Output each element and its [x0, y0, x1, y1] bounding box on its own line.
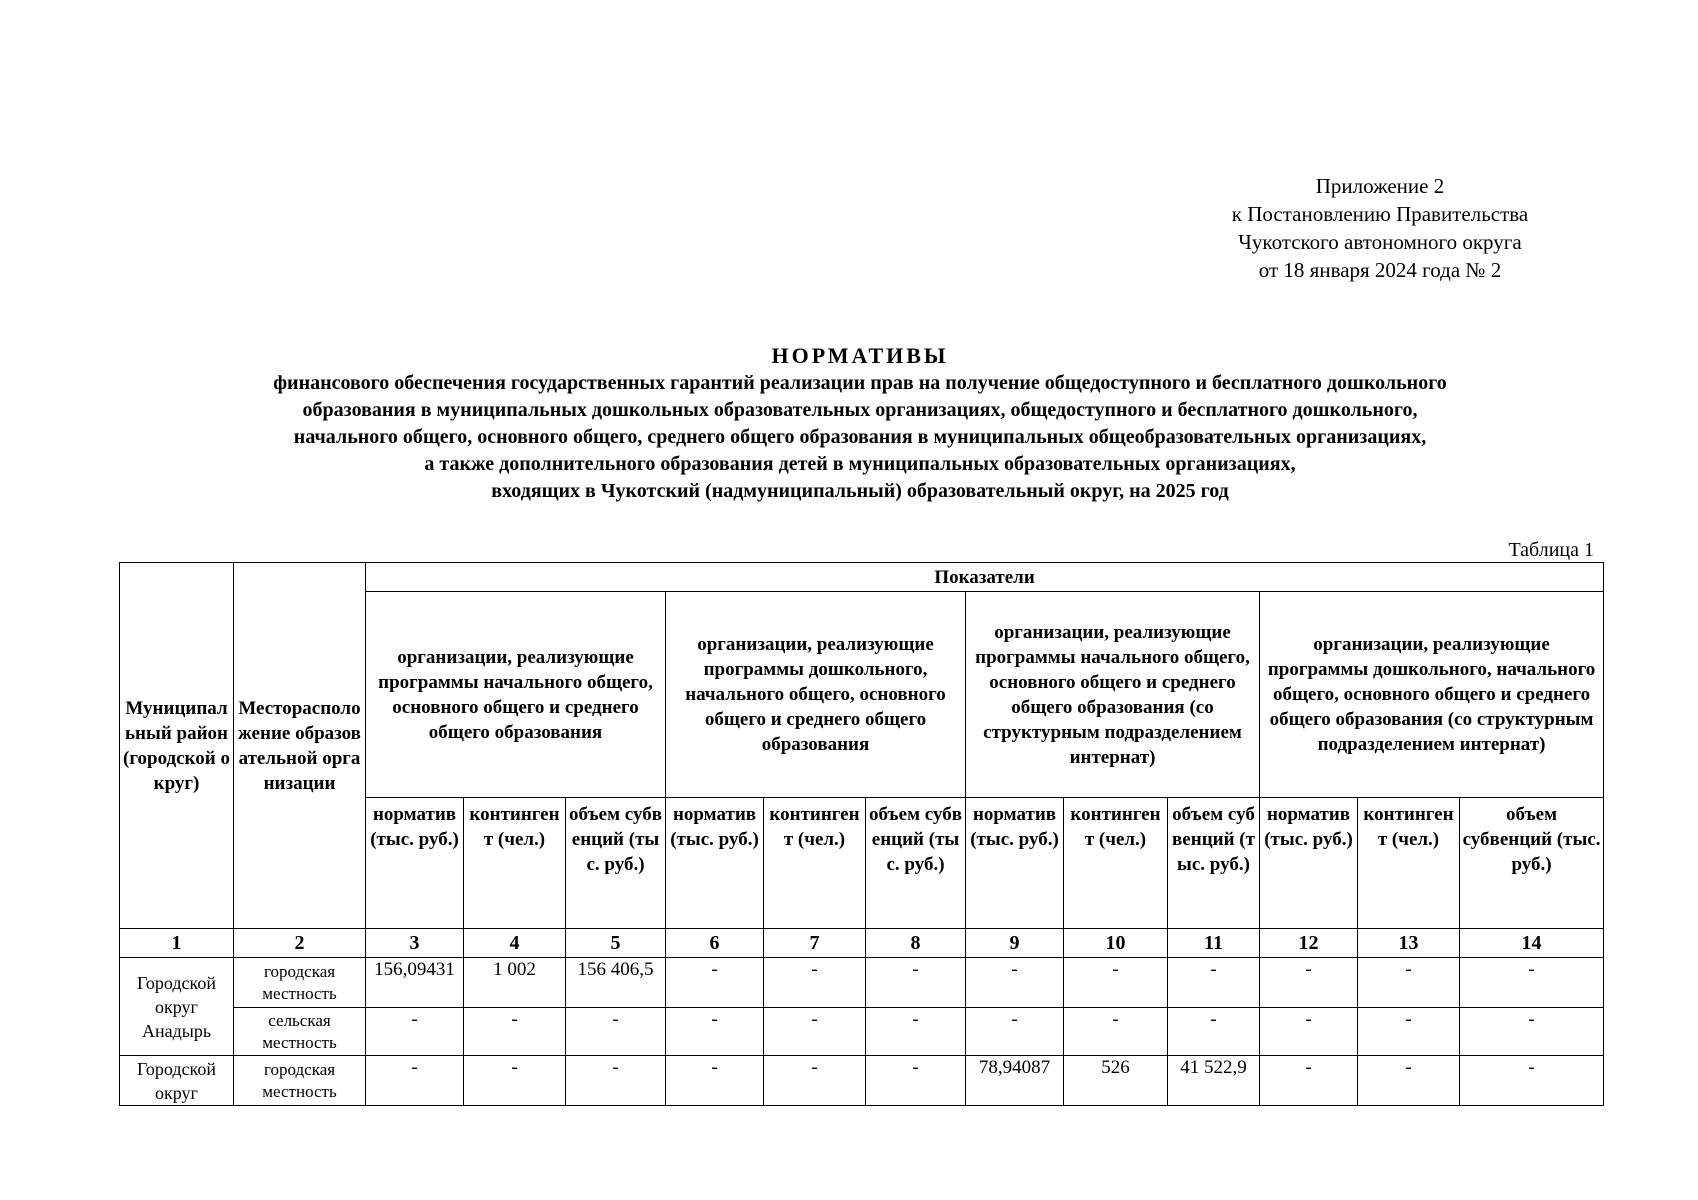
value-cell: - — [464, 1056, 566, 1106]
title-line-3: начального общего, основного общего, среднего общего образования в муниципальных общеобразовательных организациях, — [293, 426, 1427, 448]
value-cell: - — [1460, 1056, 1604, 1106]
norms-table — [119, 562, 1604, 1106]
value-cell: - — [1260, 1008, 1358, 1056]
appendix-line-2: к Постановлению Правительства — [1231, 202, 1529, 226]
appendix-line-3: Чукотского автономного округа — [1238, 230, 1522, 254]
value-cell: 41 522,9 — [1168, 1056, 1260, 1106]
municipality-cell: Городской округ Анадырь — [120, 958, 234, 1056]
value-cell: - — [1168, 1008, 1260, 1056]
value-cell: 78,94087 — [966, 1056, 1064, 1106]
document-title — [120, 342, 1600, 505]
value-cell: 156 406,5 — [566, 958, 666, 1008]
header-count-1: контингент (чел.) — [464, 798, 566, 929]
column-number: 1 — [120, 929, 234, 958]
header-norm-3: норматив (тыс. руб.) — [966, 798, 1064, 929]
column-number: 3 — [366, 929, 464, 958]
appendix-block — [1170, 172, 1590, 284]
header-group-1: организации, реализующие программы начального общего, основного общего и среднего общего образования — [366, 592, 666, 798]
column-number: 8 — [866, 929, 966, 958]
value-cell: - — [764, 958, 866, 1008]
value-cell: - — [1358, 958, 1460, 1008]
value-cell: - — [666, 958, 764, 1008]
title-line-4: а также дополнительного образования детей в муниципальных образовательных организациях, — [424, 453, 1296, 475]
appendix-line-4: от 18 января 2024 года № 2 — [1258, 258, 1502, 282]
value-cell: 526 — [1064, 1056, 1168, 1106]
column-number: 13 — [1358, 929, 1460, 958]
value-cell: - — [366, 1008, 464, 1056]
table-row — [120, 958, 1604, 1008]
value-cell: - — [666, 1008, 764, 1056]
header-count-3: контингент (чел.) — [1064, 798, 1168, 929]
title-main: НОРМАТИВЫ — [771, 343, 949, 368]
value-cell: - — [566, 1056, 666, 1106]
value-cell: - — [1460, 958, 1604, 1008]
value-cell: - — [1168, 958, 1260, 1008]
value-cell: - — [764, 1008, 866, 1056]
header-count-2: контингент (чел.) — [764, 798, 866, 929]
location-cell: сельская местность — [234, 1008, 366, 1056]
municipality-cell: Городской округ — [120, 1056, 234, 1106]
header-volume-1: объем субвенций (тыс. руб.) — [566, 798, 666, 929]
column-number: 6 — [666, 929, 764, 958]
header-location: Месторасположение образовательной организации — [234, 563, 366, 929]
value-cell: - — [1260, 958, 1358, 1008]
column-number: 9 — [966, 929, 1064, 958]
title-subtitle — [120, 370, 1600, 505]
value-cell: - — [866, 958, 966, 1008]
value-cell: 1 002 — [464, 958, 566, 1008]
appendix-line-1: Приложение 2 — [1315, 174, 1445, 198]
column-number: 12 — [1260, 929, 1358, 958]
location-cell: городская местность — [234, 958, 366, 1008]
value-cell: - — [366, 1056, 464, 1106]
title-line-5: входящих в Чукотский (надмуниципальный) образовательный округ, на 2025 год — [491, 480, 1229, 502]
value-cell: - — [464, 1008, 566, 1056]
header-norm-2: норматив (тыс. руб.) — [666, 798, 764, 929]
value-cell: - — [1460, 1008, 1604, 1056]
column-number: 14 — [1460, 929, 1604, 958]
header-row-indicators — [120, 563, 1604, 592]
location-cell: городская местность — [234, 1056, 366, 1106]
value-cell: - — [1260, 1056, 1358, 1106]
column-number: 11 — [1168, 929, 1260, 958]
header-group-3: организации, реализующие программы начального общего, основного общего и среднего общего образования (со структурным подразделением интернат) — [966, 592, 1260, 798]
title-line-2: образования в муниципальных дошкольных образовательных организациях, общедоступного и бесплатного дошкольного, — [302, 399, 1418, 421]
header-norm-4: норматив (тыс. руб.) — [1260, 798, 1358, 929]
header-volume-2: объем субвенций (тыс. руб.) — [866, 798, 966, 929]
header-group-2: организации, реализующие программы дошкольного, начального общего, основного общего и среднего общего образования — [666, 592, 966, 798]
title-line-1: финансового обеспечения государственных гарантий реализации прав на получение общедоступного и бесплатного дошкольного — [273, 372, 1447, 394]
value-cell: - — [666, 1056, 764, 1106]
value-cell: - — [966, 958, 1064, 1008]
header-indicators: Показатели — [366, 563, 1604, 592]
table-row — [120, 1008, 1604, 1056]
value-cell: - — [566, 1008, 666, 1056]
table-row — [120, 1056, 1604, 1106]
value-cell: - — [866, 1008, 966, 1056]
column-number: 4 — [464, 929, 566, 958]
column-number: 2 — [234, 929, 366, 958]
header-count-4: контингент (чел.) — [1358, 798, 1460, 929]
column-number: 7 — [764, 929, 866, 958]
value-cell: - — [1358, 1056, 1460, 1106]
value-cell: - — [764, 1056, 866, 1106]
table-label: Таблица 1 — [1508, 539, 1594, 561]
value-cell: - — [1064, 958, 1168, 1008]
header-group-4: организации, реализующие программы дошкольного, начального общего, основного общего и среднего общего образования (со структурным подразделением интернат) — [1260, 592, 1604, 798]
value-cell: - — [1358, 1008, 1460, 1056]
value-cell: - — [1064, 1008, 1168, 1056]
column-number-row — [120, 929, 1604, 958]
header-volume-4: объем субвенций (тыс. руб.) — [1460, 798, 1604, 929]
value-cell: - — [866, 1056, 966, 1106]
column-number: 5 — [566, 929, 666, 958]
header-volume-3: объем субвенций (тыс. руб.) — [1168, 798, 1260, 929]
value-cell: 156,09431 — [366, 958, 464, 1008]
column-number: 10 — [1064, 929, 1168, 958]
header-norm-1: норматив (тыс. руб.) — [366, 798, 464, 929]
value-cell: - — [966, 1008, 1064, 1056]
header-municipality: Муниципальный район (городской округ) — [120, 563, 234, 929]
